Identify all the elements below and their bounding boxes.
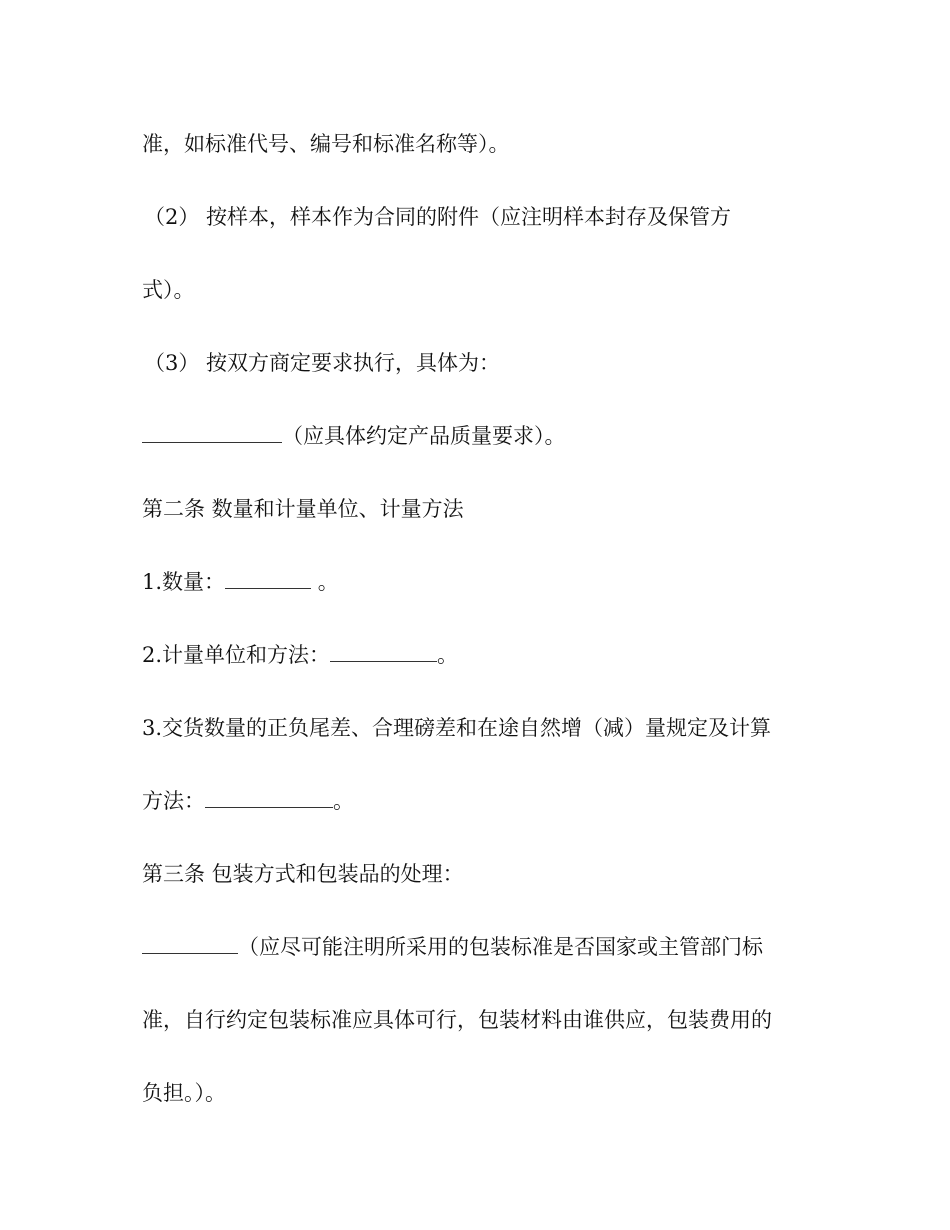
text-line-5: [142, 423, 566, 449]
text-segment: （应尽可能注明所采用的包装标准是否国家或主管部门标: [238, 935, 763, 959]
text-line-8: [142, 642, 458, 668]
section-heading-3: [142, 861, 464, 887]
fill-blank[interactable]: [330, 643, 437, 662]
text-line-13: [142, 1007, 772, 1033]
text-segment: 2.计量单位和方法：: [142, 643, 331, 667]
fill-blank[interactable]: [205, 789, 333, 808]
text-segment: 式）。: [142, 278, 195, 302]
text-segment: （应具体约定产品质量要求）。: [282, 424, 566, 448]
text-segment: 准，自行约定包装标准应具体可行，包装材料由谁供应，包装费用的: [142, 1008, 772, 1032]
section-heading-2: [142, 496, 464, 522]
text-line-9: [142, 715, 771, 741]
text-line-14: [142, 1080, 226, 1106]
text-segment: （3） 按双方商定要求执行，具体为：: [144, 351, 501, 375]
text-segment: 。: [333, 789, 354, 813]
text-segment: 1.数量：: [142, 570, 226, 594]
text-line-10: [142, 788, 354, 814]
fill-blank[interactable]: [142, 424, 282, 443]
text-line-12: [142, 934, 763, 960]
text-line-3: [142, 277, 195, 303]
text-line-7: [142, 569, 339, 595]
fill-blank[interactable]: [142, 935, 238, 954]
text-line-1: [142, 131, 510, 157]
text-segment: 3.交货数量的正负尾差、合理磅差和在途自然增（减）量规定及计算: [142, 716, 772, 740]
text-segment: 方法：: [142, 789, 205, 813]
text-line-2: [144, 204, 731, 230]
text-segment: 准，如标准代号、编号和标准名称等）。: [142, 132, 510, 156]
text-segment: 第二条 数量和计量单位、计量方法: [142, 497, 464, 521]
text-segment: （2） 按样本，样本作为合同的附件（应注明样本封存及保管方: [144, 205, 732, 229]
text-segment: 第三条 包装方式和包装品的处理：: [142, 862, 464, 886]
text-line-4: [144, 350, 500, 376]
fill-blank[interactable]: [225, 570, 311, 589]
text-segment: 负担。）。: [142, 1081, 226, 1105]
text-segment: 。: [311, 570, 339, 594]
text-segment: 。: [437, 643, 459, 667]
